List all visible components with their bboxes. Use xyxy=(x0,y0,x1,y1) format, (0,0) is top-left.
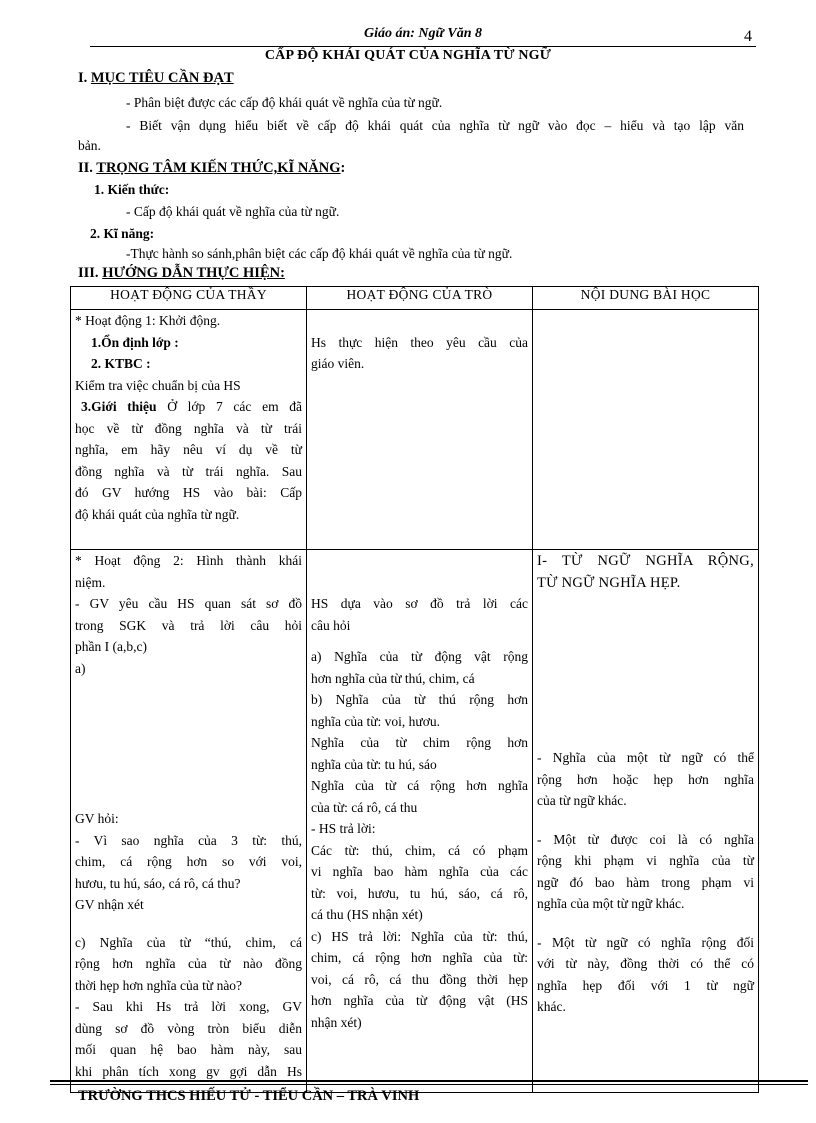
student-text: câu hỏi xyxy=(311,617,351,633)
teacher-text: * Hoạt động 2: Hình thành khái xyxy=(75,553,302,568)
teacher-text: khi phân tích xong gv gợi dẫn Hs xyxy=(75,1063,302,1079)
content-text: ngữ đó bao hàm trong phạm vi xyxy=(537,874,754,890)
teacher-text: - GV yêu cầu HS quan sát sơ đồ xyxy=(75,596,302,611)
homework-check-text: Kiểm tra việc chuẩn bị của HS xyxy=(75,377,241,393)
student-cell-concept xyxy=(307,550,533,1093)
section-1-title: MỤC TIÊU CẦN ĐẠT xyxy=(90,70,234,86)
student-text: voi, cá rô, cá thu đồng thời hẹp xyxy=(311,971,528,987)
teacher-text: dùng sơ đồ vòng tròn biểu diễn xyxy=(75,1020,302,1036)
content-cell-concept xyxy=(533,550,759,1093)
teacher-text: hươu, tu hú, sáo, cá rô, cá thu? xyxy=(75,875,241,891)
teacher-cell-warmup xyxy=(71,310,307,550)
teacher-text: rộng hơn nghĩa của từ nào đồng xyxy=(75,956,302,971)
footer-divider xyxy=(50,1080,808,1082)
header-teacher-activity: HOẠT ĐỘNG CỦA THẦY xyxy=(71,287,307,310)
section-3-heading xyxy=(78,265,285,282)
student-text: Nghĩa của từ cá rộng hơn nghĩa xyxy=(311,778,528,793)
knowledge-text: - Cấp độ khái quát về nghĩa của từ ngữ. xyxy=(126,204,340,219)
content-heading: TỪ NGỮ NGHĨA HẸP. xyxy=(537,575,681,591)
student-text: Hs thực hiện theo yêu cầu của xyxy=(311,334,528,350)
student-text: nghĩa của từ: voi, hươu. xyxy=(311,713,441,729)
student-text: b) Nghĩa của từ thú rộng hơn xyxy=(311,692,528,707)
student-text: a) Nghĩa của từ động vật rộng xyxy=(311,649,528,664)
student-text: Các từ: thú, chim, cá có phạm xyxy=(311,842,528,858)
section-2-heading xyxy=(78,160,345,177)
student-text: HS dựa vào sơ đồ trả lời các xyxy=(311,596,528,611)
student-text: c) HS trả lời: Nghĩa của từ: thú, xyxy=(311,928,528,944)
page-number: 4 xyxy=(744,28,752,45)
objective-2-continued: bản. xyxy=(78,138,101,153)
content-text: với từ này, đồng thời có thể có xyxy=(537,956,754,971)
objective-1: - Phân biệt được các cấp độ khái quát về nghĩa của từ ngữ. xyxy=(126,95,443,110)
objective-2: - Biết vận dụng hiểu biết về cấp độ khái quát của nghĩa từ ngữ vào đọc – hiểu và tạo lập văn xyxy=(126,118,744,133)
intro-line: đồng nghĩa và từ trái nghĩa. Sau xyxy=(75,463,302,479)
teacher-text: trong SGK và trả lời câu hỏi xyxy=(75,617,302,633)
intro-line: đó GV hướng HS vào bài: Cấp xyxy=(75,485,302,500)
header-student-activity: HOẠT ĐỘNG CỦA TRÒ xyxy=(307,287,533,310)
activity-1-title: * Hoạt động 1: Khởi động. xyxy=(75,313,221,328)
header-lesson-content: NỘI DUNG BÀI HỌC xyxy=(533,287,759,310)
teacher-text: phần I (a,b,c) xyxy=(75,639,147,654)
intro-line: 3.Giới thiệu Ở lớp 7 các em đã xyxy=(81,399,302,414)
content-text: của từ ngữ khác. xyxy=(537,793,627,808)
intro-line: nghĩa, em hãy nêu ví dụ về từ xyxy=(75,442,302,457)
student-text: vi nghĩa bao hàm nghĩa của các xyxy=(311,864,528,879)
knowledge-label: 1. Kiến thức: xyxy=(94,182,170,197)
teacher-text: - Vì sao nghĩa của 3 từ: thú, xyxy=(75,832,302,848)
student-text: chim, cá rộng hơn nghĩa của từ: xyxy=(311,950,528,965)
section-2-numeral: II. xyxy=(78,160,97,176)
intro-line: độ khái quát của nghĩa từ ngữ. xyxy=(75,506,240,522)
intro-line: học về từ đồng nghĩa và từ trái xyxy=(75,420,302,436)
footer-divider-thin xyxy=(50,1084,808,1085)
content-cell-warmup xyxy=(533,310,759,550)
document-title: CẤP ĐỘ KHÁI QUÁT CỦA NGHĨA TỪ NGỮ xyxy=(264,48,552,63)
section-3-numeral: III. xyxy=(78,265,103,281)
skill-label: 2. Kĩ năng: xyxy=(90,226,155,241)
homework-check-label: 2. KTBC : xyxy=(91,356,151,371)
student-text: nhận xét) xyxy=(311,1014,362,1030)
teacher-text: mối quan hệ bao hàm này, sau xyxy=(75,1042,302,1057)
table-header-row xyxy=(71,287,759,310)
section-1-numeral: I. xyxy=(78,70,91,86)
teacher-cell-concept xyxy=(71,550,307,1093)
content-text: nghĩa hẹp đối với 1 từ ngữ xyxy=(537,977,754,993)
intro-label: 3.Giới thiệu xyxy=(81,399,157,414)
section-2-colon: : xyxy=(340,160,346,176)
header-title: Giáo án: Ngữ Văn 8 xyxy=(363,26,483,41)
content-heading: I- TỪ NGỮ NGHĨA RỘNG, xyxy=(537,553,754,569)
student-text: của từ: cá rô, cá thu xyxy=(311,799,418,815)
student-text: hơn nghĩa của từ thú, chim, cá xyxy=(311,670,475,686)
student-text: cá thu (HS nhận xét) xyxy=(311,907,423,922)
class-stabilize: 1.Ổn định lớp : xyxy=(91,334,179,350)
content-text: - Một từ được coi là có nghĩa xyxy=(537,831,754,847)
student-text: từ: voi, hươu, tu hú, sáo, cá rô, xyxy=(311,885,528,901)
student-text: nghĩa của từ: tu hú, sáo xyxy=(311,756,437,772)
content-text: - Một từ ngữ có nghĩa rộng đối xyxy=(537,934,754,950)
lesson-plan-table xyxy=(70,286,759,1093)
teacher-text: GV hỏi: xyxy=(75,811,119,826)
content-text: rộng hơn hoặc hẹp hơn nghĩa xyxy=(537,771,754,787)
teacher-text: chim, cá rộng hơn so với voi, xyxy=(75,854,302,869)
content-text: nghĩa của một từ ngữ khác. xyxy=(537,896,685,911)
teacher-text: niệm. xyxy=(75,574,106,590)
content-text: rộng khi phạm vi nghĩa của từ xyxy=(537,853,754,868)
student-cell-warmup xyxy=(307,310,533,550)
student-text: giáo viên. xyxy=(311,356,365,371)
student-text: - HS trả lời: xyxy=(311,821,376,836)
section-1-heading xyxy=(78,70,234,87)
teacher-text: GV nhận xét xyxy=(75,897,144,912)
teacher-text: - Sau khi Hs trả lời xong, GV xyxy=(75,999,302,1014)
content-text: khác. xyxy=(537,999,566,1014)
skill-text: -Thực hành so sánh,phân biệt các cấp độ khái quát về nghĩa của từ ngữ. xyxy=(126,246,513,261)
student-text: Nghĩa của từ chim rộng hơn xyxy=(311,735,528,750)
page-header xyxy=(90,26,756,47)
table-row xyxy=(71,550,759,1093)
teacher-text: a) xyxy=(75,660,86,676)
section-2-title: TRỌNG TÂM KIẾN THỨC,KĨ NĂNG xyxy=(96,160,341,176)
section-3-title: HƯỚNG DẪN THỰC HIỆN: xyxy=(102,265,285,281)
footer-school-name: TRƯỜNG THCS HIẾU TỬ - TIỂU CẦN – TRÀ VINH xyxy=(78,1088,420,1104)
content-text: - Nghĩa của một từ ngữ có thể xyxy=(537,750,754,765)
teacher-text: thời hẹp hơn nghĩa của từ nào? xyxy=(75,977,243,993)
table-row xyxy=(71,310,759,550)
student-text: hơn nghĩa của từ động vật (HS xyxy=(311,993,528,1008)
teacher-text: c) Nghĩa của từ “thú, chim, cá xyxy=(75,934,302,950)
